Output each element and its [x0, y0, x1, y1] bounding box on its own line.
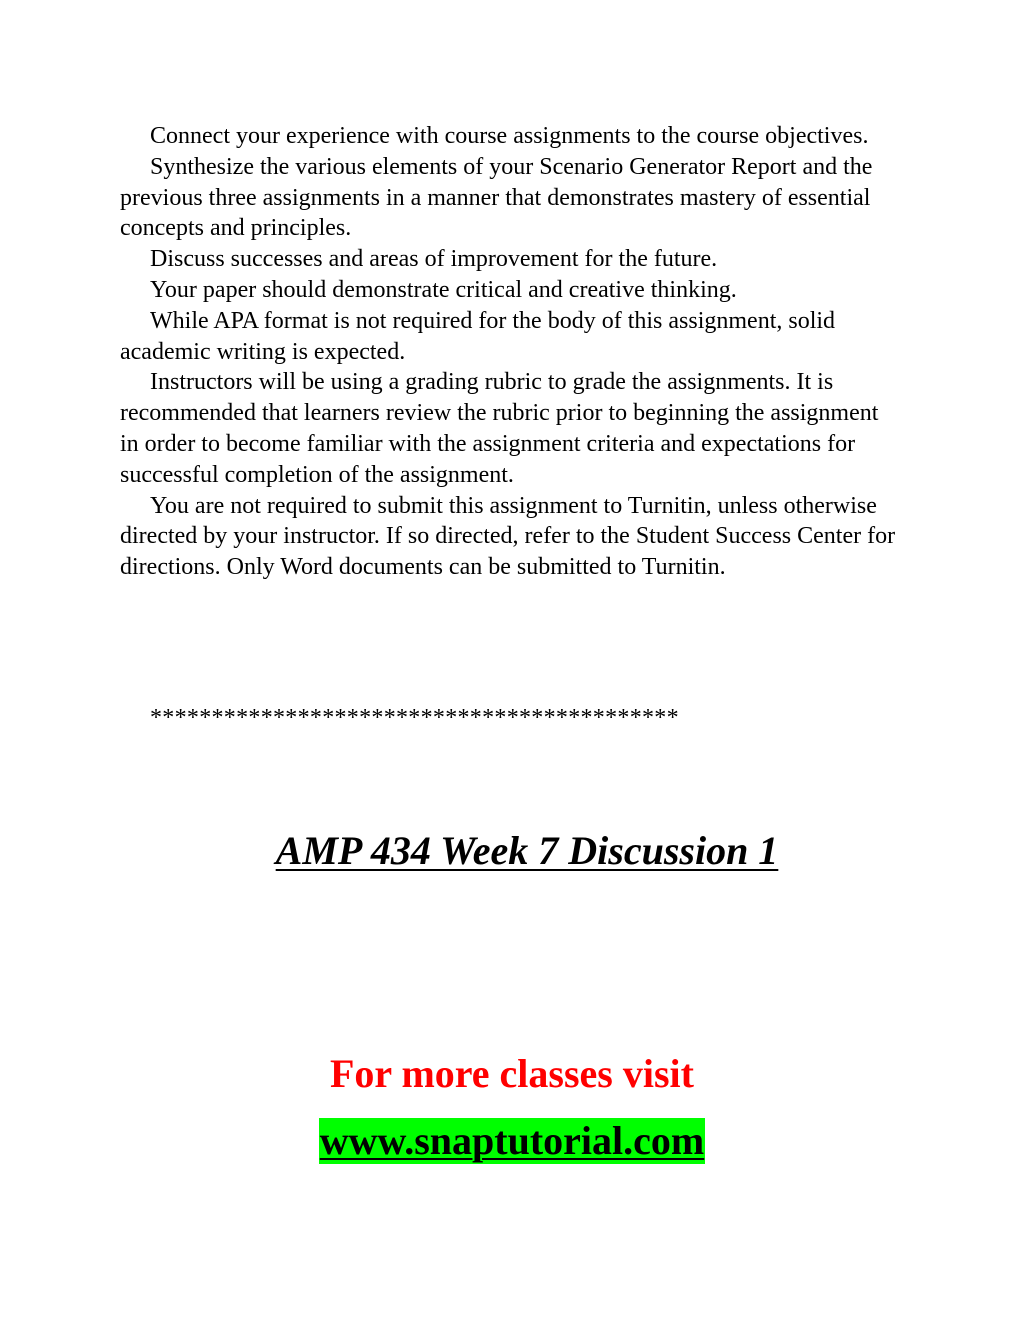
- assignment-instructions: [120, 121, 900, 583]
- asterisk-separator: *******************************************: [150, 705, 679, 731]
- paragraph-synthesize: Synthesize the various elements of your Scenario Generator Report and the previous three assignments in a manner that demonstrates mastery of essential concepts and principles.: [120, 153, 873, 242]
- paragraph-critical-thinking: Your paper should demonstrate critical and creative thinking.: [150, 276, 737, 303]
- website-link[interactable]: www.snaptutorial.com: [319, 1118, 705, 1163]
- paragraph-successes: Discuss successes and areas of improvement for the future.: [150, 246, 718, 273]
- paragraph-turnitin: You are not required to submit this assignment to Turnitin, unless otherwise directed by your instructor. If so directed, refer to the Student Success Center for directions. Only Word documents can be submitted to Turnitin.: [120, 492, 896, 581]
- paragraph-grading-rubric: Instructors will be using a grading rubric to grade the assignments. It is recommended that learners review the rubric prior to beginning the assignment in order to become familiar with the assignment criteria and expectations for successful completion of the assignment.: [120, 369, 879, 488]
- paragraph-course-objectives: Connect your experience with course assignments to the course objectives.: [150, 123, 869, 149]
- discussion-heading: AMP 434 Week 7 Discussion 1: [275, 828, 779, 873]
- link-container: [0, 1118, 1024, 1164]
- promo-text: For more classes visit: [329, 1051, 694, 1096]
- paragraph-apa-format: While APA format is not required for the body of this assignment, solid academic writing is expected.: [120, 307, 836, 365]
